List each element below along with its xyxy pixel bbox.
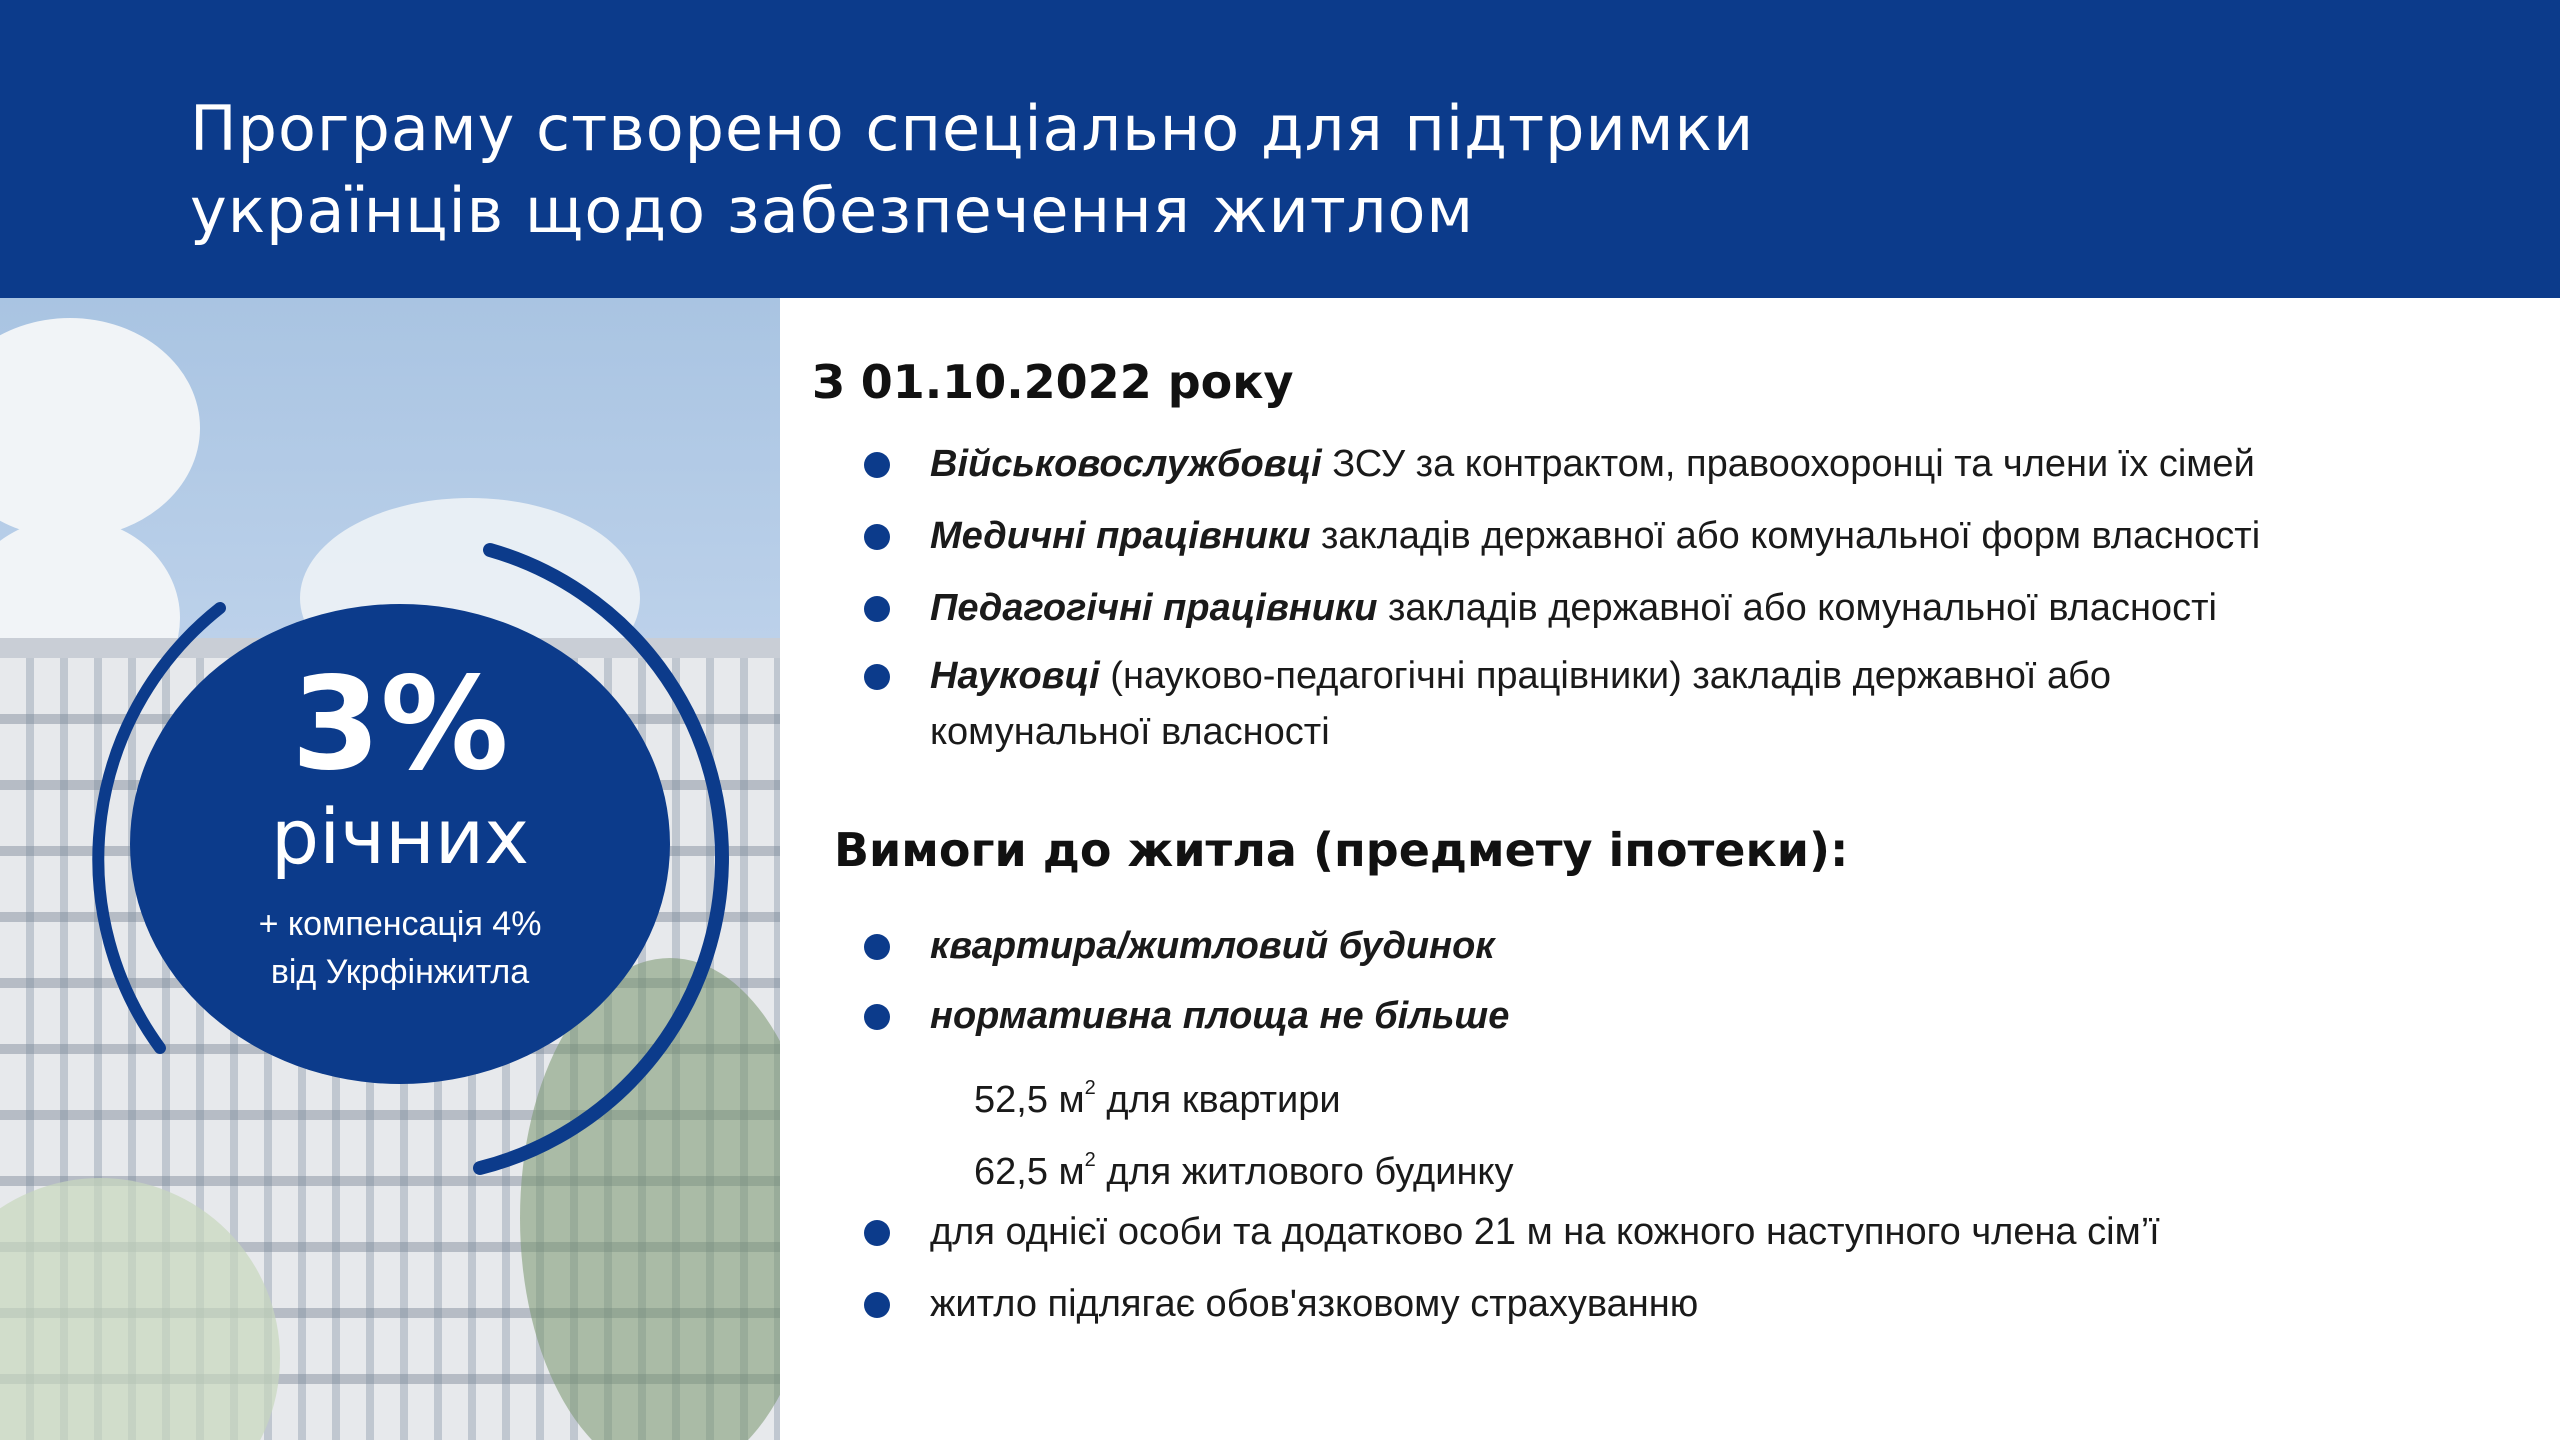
section-date-title: З 01.10.2022 року <box>812 355 1294 409</box>
area-value: 52,5 м <box>974 1079 1085 1121</box>
compensation-note: + компенсація 4% від Укрфінжитла <box>258 905 542 991</box>
bullet-icon <box>864 664 890 690</box>
rate-percent: 3% <box>291 650 509 799</box>
item-lead: Педагогічні працівники <box>930 587 1378 629</box>
list-item <box>864 918 2514 974</box>
item-text: (науково-педагогічні працівники) закладів державної або <box>1099 655 2112 697</box>
list-item <box>864 1204 2514 1260</box>
item-text: ЗСУ за контрактом, правоохоронці та члени їх сімей <box>1321 443 2255 485</box>
unit-exponent: 2 <box>1084 1149 1096 1171</box>
list-item <box>864 436 2514 492</box>
cloud-shape <box>0 318 200 538</box>
bullet-icon <box>864 1292 890 1318</box>
item-text: нормативна площа не більше <box>930 995 1510 1037</box>
list-item <box>864 1276 2514 1332</box>
item-text: для однієї особи та додатково 21 м на кожного наступного члена сім’ї <box>930 1211 2160 1253</box>
item-lead: Науковці <box>930 655 1100 697</box>
bullet-icon <box>864 934 890 960</box>
item-text: закладів державної або комунальної форм власності <box>1310 515 2261 557</box>
item-text-continued: комунальної власності <box>930 711 1330 753</box>
list-item <box>864 648 2514 760</box>
area-apartment <box>974 1060 1341 1128</box>
area-house <box>974 1132 1513 1200</box>
list-item <box>864 580 2514 636</box>
bullet-icon <box>864 524 890 550</box>
list-item <box>864 508 2514 564</box>
section-requirements-title: Вимоги до житла (предмету іпотеки): <box>834 823 1849 877</box>
item-text: житло підлягає обов'язковому страхуванню <box>930 1283 1699 1325</box>
bullet-icon <box>864 452 890 478</box>
item-lead: Медичні працівники <box>930 515 1311 557</box>
item-lead: Військовослужбовці <box>930 443 1322 485</box>
area-label: для житлового будинку <box>1095 1151 1514 1193</box>
area-value: 62,5 м <box>974 1151 1085 1193</box>
list-item <box>864 988 2514 1044</box>
bullet-icon <box>864 1220 890 1246</box>
unit-exponent: 2 <box>1084 1077 1096 1099</box>
bullet-icon <box>864 596 890 622</box>
item-text: закладів державної або комунальної власності <box>1377 587 2217 629</box>
rate-unit: річних <box>270 792 530 881</box>
bullet-icon <box>864 1004 890 1030</box>
page-title: Програму створено спеціально для підтримки українців щодо забезпечення житлом <box>190 92 1755 247</box>
area-label: для квартири <box>1095 1079 1341 1121</box>
header-banner <box>0 0 2560 298</box>
item-text: квартира/житловий будинок <box>930 925 1495 967</box>
